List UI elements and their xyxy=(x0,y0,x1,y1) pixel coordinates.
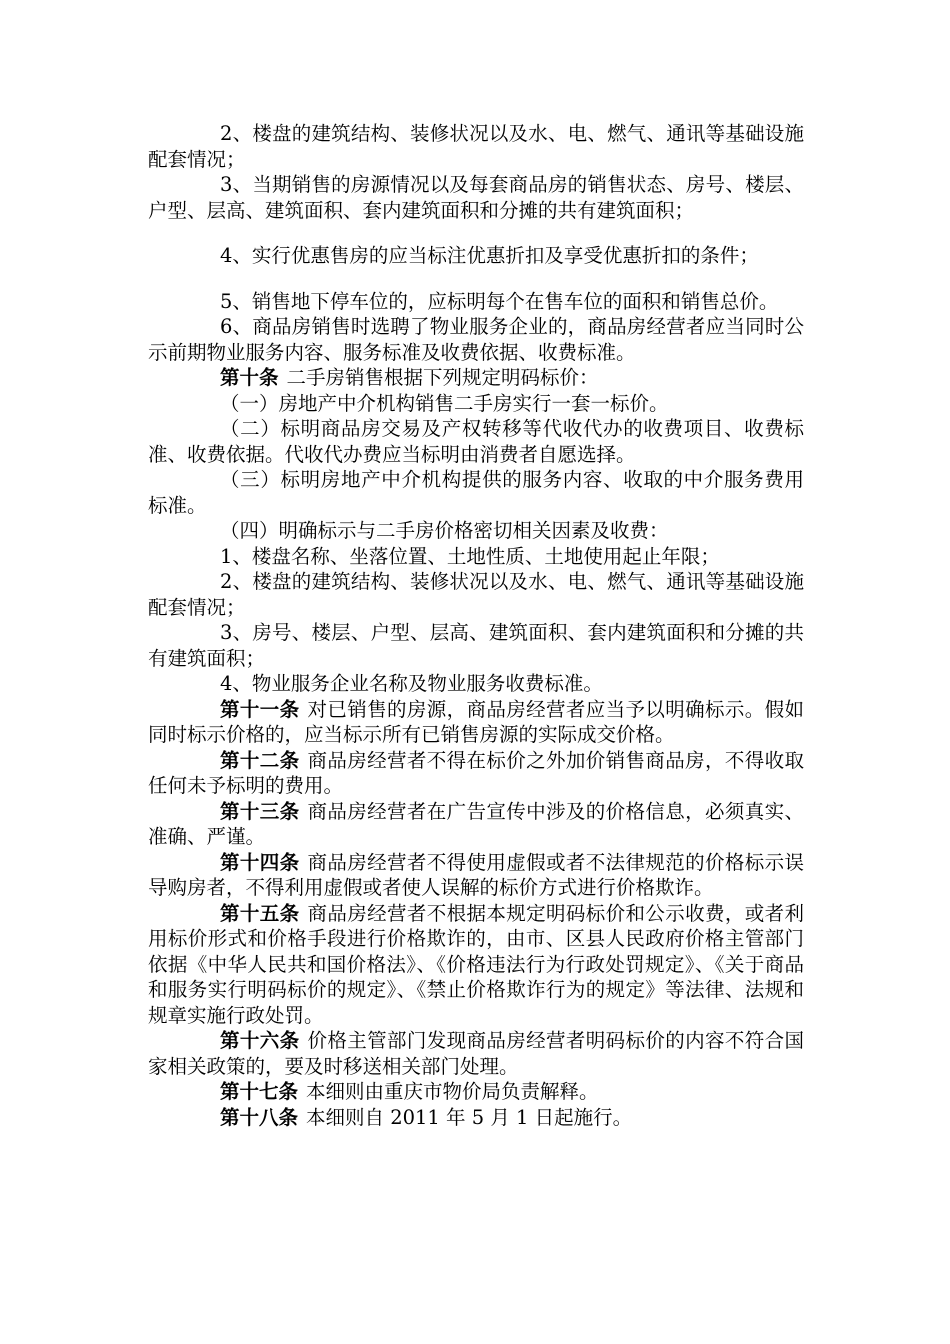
article-paragraph xyxy=(148,1079,804,1105)
paragraph-text: 1、楼盘名称、坐落位置、土地性质、土地使用起止年限； xyxy=(220,544,720,568)
paragraph-text: 3、房号、楼层、户型、层高、建筑面积、套内建筑面积和分摊的共有建筑面积； xyxy=(148,621,804,670)
paragraph-text: 2、楼盘的建筑结构、装修状况以及水、电、燃气、通讯等基础设施配套情况； xyxy=(148,122,804,171)
paragraph-text: 对已销售的房源，商品房经营者应当予以明确标示。假如同时标示价格的，应当标示所有已销售房源的实际成交价格。 xyxy=(148,697,804,746)
paragraph-text: 商品房经营者不得在标价之外加价销售商品房，不得收取任何未予标明的费用。 xyxy=(148,748,804,797)
article-heading: 第十五条 xyxy=(220,901,300,925)
clause-paragraph xyxy=(148,671,804,697)
paragraph-text: 4、物业服务企业名称及物业服务收费标准。 xyxy=(220,672,603,695)
clause-paragraph xyxy=(148,569,804,620)
paragraph-text: 2、楼盘的建筑结构、装修状况以及水、电、燃气、通讯等基础设施配套情况； xyxy=(148,570,804,619)
article-paragraph xyxy=(148,799,804,850)
article-paragraph xyxy=(148,1105,804,1131)
clause-paragraph xyxy=(148,544,804,570)
article-heading: 第十一条 xyxy=(220,697,300,721)
paragraph-text: 价格主管部门发现商品房经营者明码标价的内容不符合国家相关政策的，要及时移送相关部门处理。 xyxy=(148,1029,804,1078)
article-paragraph xyxy=(148,697,804,748)
paragraph-text: （一）房地产中介机构销售二手房实行一套一标价。 xyxy=(220,391,669,415)
article-paragraph xyxy=(148,1028,804,1079)
paragraph-text: （二）标明商品房交易及产权转移等代收代办的收费项目、收费标准、收费依据。代收代办费应当标明由消费者自愿选择。 xyxy=(148,417,804,466)
article-heading: 第十条 xyxy=(220,366,279,389)
article-heading: 第十二条 xyxy=(220,748,300,772)
paragraph-text: 商品房经营者不根据本规定明码标价和公示收费，或者利用标价形式和价格手段进行价格欺诈的，由市、区县人民政府价格主管部门依据《中华人民共和国价格法》、《价格违法行为行政处罚规定》、《关于商品和服务实行明码标价的规定》、《禁止价格欺诈行为的规定》等法律、法规和规章实施行政处罚。 xyxy=(148,901,804,1027)
paragraph-text: 商品房经营者在广告宣传中涉及的价格信息，必须真实、准确、严谨。 xyxy=(148,799,804,848)
paragraph-text: 本细则自 2011 年 5 月 1 日起施行。 xyxy=(306,1105,633,1129)
paragraph-text: 5、销售地下停车位的，应标明每个在售车位的面积和销售总价。 xyxy=(220,289,779,313)
clause-paragraph xyxy=(148,289,804,315)
article-heading: 第十八条 xyxy=(220,1105,299,1129)
clause-paragraph xyxy=(148,467,804,518)
clause-paragraph xyxy=(148,391,804,417)
paragraph-text: 6、商品房销售时选聘了物业服务企业的，商品房经营者应当同时公示前期物业服务内容、服务标准及收费依据、收费标准。 xyxy=(148,315,804,364)
paragraph-text: 二手房销售根据下列规定明码标价： xyxy=(286,366,599,389)
article-paragraph xyxy=(148,365,804,391)
clause-paragraph xyxy=(148,620,804,671)
article-paragraph xyxy=(148,901,804,1029)
paragraph-text: 3、当期销售的房源情况以及每套商品房的销售状态、房号、楼层、户型、层高、建筑面积、套内建筑面积和分摊的共有建筑面积； xyxy=(148,173,804,222)
article-heading: 第十四条 xyxy=(220,850,300,874)
document-body xyxy=(148,121,804,1130)
article-heading: 第十六条 xyxy=(220,1029,300,1052)
article-paragraph xyxy=(148,850,804,901)
paragraph-text: 本细则由重庆市物价局负责解释。 xyxy=(306,1080,599,1103)
paragraph-text: （四）明确标示与二手房价格密切相关因素及收费： xyxy=(220,519,669,542)
paragraph-text: 商品房经营者不得使用虚假或者不法律规范的价格标示误导购房者，不得利用虚假或者使人误解的标价方式进行价格欺诈。 xyxy=(148,850,804,899)
clause-paragraph xyxy=(148,243,804,269)
clause-paragraph xyxy=(148,172,804,223)
clause-paragraph xyxy=(148,518,804,544)
paragraph-text: （三）标明房地产中介机构提供的服务内容、收取的中介服务费用标准。 xyxy=(148,468,804,517)
clause-paragraph xyxy=(148,416,804,467)
article-heading: 第十七条 xyxy=(220,1080,299,1103)
paragraph-text: 4、实行优惠售房的应当标注优惠折扣及享受优惠折扣的条件； xyxy=(220,244,759,267)
clause-paragraph xyxy=(148,121,804,172)
clause-paragraph xyxy=(148,314,804,365)
article-heading: 第十三条 xyxy=(220,799,300,823)
article-paragraph xyxy=(148,748,804,799)
